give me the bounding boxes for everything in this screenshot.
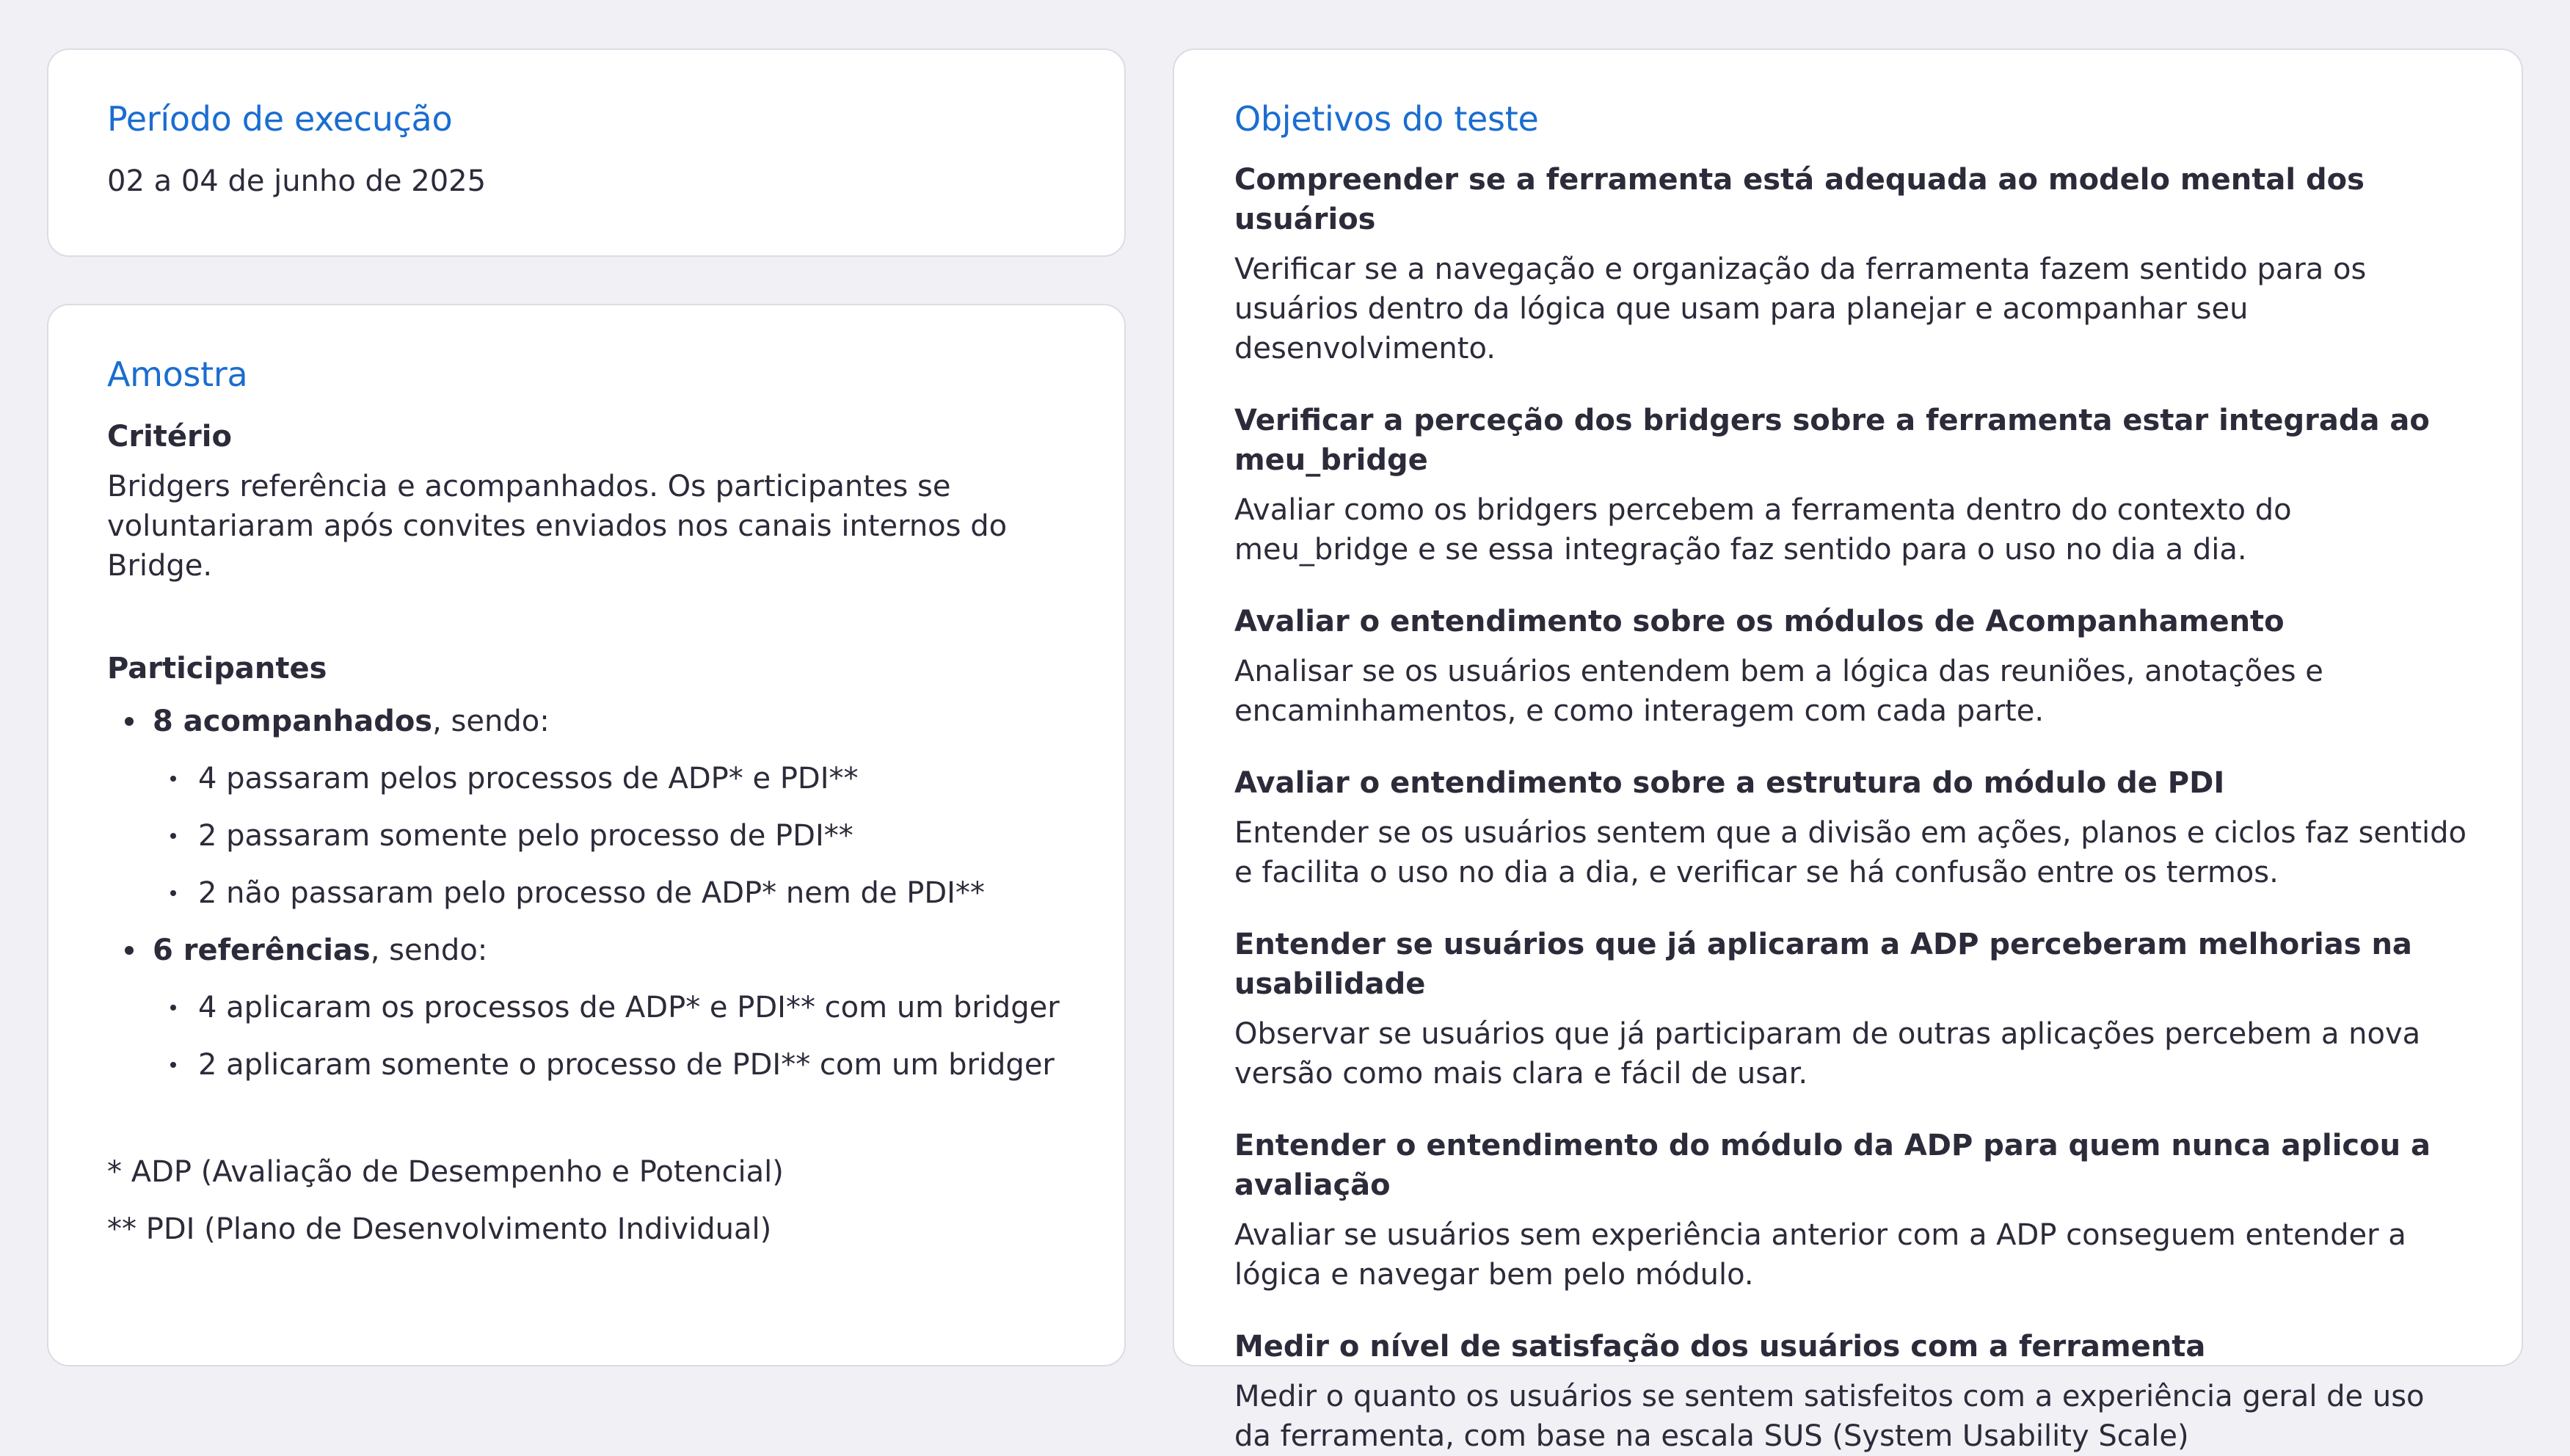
objective-item [1234, 160, 2463, 368]
list-item-text: 4 aplicaram os processos de ADP* e PDI** com um bridger [198, 991, 1060, 1024]
objective-text: Entender se os usuários sentem que a divisão em ações, planos e ciclos faz sentido e facilita o uso no dia a dia, e verificar se há confusão entre os termos. [1234, 816, 2467, 889]
objective-text: Avaliar como os bridgers percebem a ferramenta dentro do contexto do meu_bridge e se essa integração faz sentido para o uso no dia a dia. [1234, 493, 2292, 567]
participant-group [125, 931, 1066, 1085]
objective-text: Observar se usuários que já participaram de outras aplicações percebem a nova versão como mais clara e fácil de usar. [1234, 1017, 2421, 1091]
amostra-title: Amostra [107, 354, 248, 394]
bullet-icon [170, 890, 176, 896]
amostra-card [47, 304, 1126, 1366]
objective-text: Avaliar se usuários sem experiência anterior com a ADP conseguem entender a lógica e navegar bem pelo módulo. [1234, 1218, 2406, 1292]
objective-heading: Avaliar o entendimento sobre a estrutura do módulo de PDI [1234, 766, 2225, 800]
bullet-icon [170, 833, 176, 839]
bullet-icon [170, 1062, 176, 1068]
objective-text: Medir o quanto os usuários se sentem satisfeitos com a experiência geral de uso da ferramenta, com base na escala SUS (System Usability Scale) [1234, 1380, 2425, 1453]
participant-group [125, 702, 1066, 913]
bullet-icon [170, 776, 176, 782]
objective-item [1234, 401, 2463, 569]
objective-item [1234, 1327, 2463, 1456]
group-sublist [153, 988, 1066, 1085]
criterio-heading: Critério [107, 420, 232, 454]
objetivos-title: Objetivos do teste [1234, 99, 1539, 139]
list-item [170, 988, 1066, 1027]
group-label: 8 acompanhados [153, 705, 433, 738]
list-item [170, 873, 1066, 913]
group-suffix: , sendo: [370, 933, 488, 967]
objective-heading: Verificar a perceção dos bridgers sobre a ferramenta estar integrada ao meu_bridge [1234, 404, 2430, 477]
list-item [170, 759, 1066, 798]
objective-heading: Compreender se a ferramenta está adequada ao modelo mental dos usuários [1234, 163, 2365, 236]
footnotes [107, 1152, 1066, 1249]
objective-heading: Entender o entendimento do módulo da ADP para quem nunca aplicou a avaliação [1234, 1129, 2431, 1202]
group-label: 6 referências [153, 933, 371, 967]
objective-item [1234, 602, 2463, 731]
list-item-text: 2 passaram somente pelo processo de PDI** [198, 819, 853, 853]
bullet-icon [125, 717, 134, 726]
footnote-pdi: ** PDI (Plano de Desenvolvimento Individual) [107, 1212, 772, 1246]
objetivos-card [1173, 48, 2523, 1453]
bullet-icon [170, 1005, 176, 1011]
periodo-dates: 02 a 04 de junho de 2025 [107, 164, 487, 198]
list-item [170, 816, 1066, 856]
participantes-list [107, 702, 1066, 1085]
periodo-card [47, 48, 1126, 257]
list-item-text: 4 passaram pelos processos de ADP* e PDI** [198, 762, 859, 796]
bullet-icon [125, 946, 134, 955]
periodo-title: Período de execução [107, 99, 453, 139]
objective-text: Analisar se os usuários entendem bem a lógica das reuniões, anotações e encaminhamentos, e como interagem com cada parte. [1234, 655, 2323, 728]
list-item-text: 2 não passaram pelo processo de ADP* nem de PDI** [198, 876, 985, 910]
participantes-heading: Participantes [107, 652, 327, 685]
objective-text: Verificar se a navegação e organização da ferramenta fazem sentido para os usuários dentro da lógica que usam para planejar e acompanhar seu desenvolvimento. [1234, 252, 2367, 365]
list-item-text: 2 aplicaram somente o processo de PDI** com um bridger [198, 1048, 1055, 1082]
criterio-text: Bridgers referência e acompanhados. Os participantes se voluntariaram após convites enviados nos canais internos do Bridge. [107, 470, 1008, 583]
objective-item [1234, 763, 2467, 892]
group-suffix: , sendo: [432, 705, 550, 738]
objective-heading: Avaliar o entendimento sobre os módulos de Acompanhamento [1234, 605, 2285, 638]
list-item [170, 1045, 1066, 1085]
objective-heading: Medir o nível de satisfação dos usuários com a ferramenta [1234, 1330, 2206, 1364]
objective-item [1234, 925, 2463, 1093]
objective-item [1234, 1126, 2463, 1295]
footnote-adp: * ADP (Avaliação de Desempenho e Potencial) [107, 1155, 784, 1189]
group-sublist [153, 759, 1066, 913]
objective-heading: Entender se usuários que já aplicaram a ADP perceberam melhorias na usabilidade [1234, 928, 2412, 1001]
